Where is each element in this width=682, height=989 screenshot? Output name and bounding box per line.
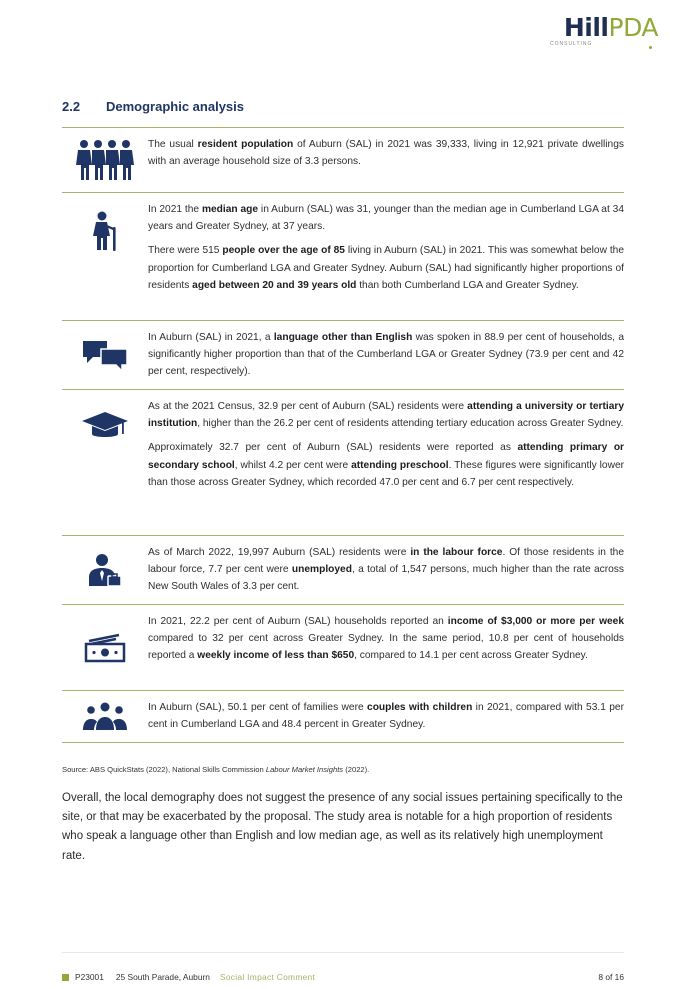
bold-text: unemployed: [291, 564, 352, 576]
bold-text: attending preschool: [351, 459, 449, 471]
footer-square-icon: [62, 974, 69, 981]
table-source-note: Source: ABS QuickStats (2022), National Skills Commission Labour Market Insights (2022).: [62, 765, 370, 774]
text-run: In Auburn (SAL) in 2021, a: [148, 332, 274, 343]
family-text: [148, 691, 624, 742]
hillpda-logo: [548, 14, 658, 50]
section-number: 2.2: [62, 99, 81, 114]
footer-doc-title: Social Impact Comment: [219, 972, 316, 982]
text-run: . Of those residents in the labour force, 7.7 per cent were: [148, 547, 624, 576]
population-text: [148, 128, 624, 192]
table-row-language: [62, 321, 624, 390]
body-paragraph: [148, 439, 624, 491]
bold-text: aged between 20 and 39 years old: [192, 279, 357, 291]
table-row-population: [62, 128, 624, 193]
text-run: In Auburn (SAL), 50.1 per cent of families were: [148, 702, 368, 713]
body-paragraph: [148, 699, 624, 733]
bold-text: attending a university or tertiary institution: [148, 401, 625, 430]
graduation-cap-icon: [62, 390, 148, 535]
text-run: The usual: [148, 139, 198, 150]
text-run: compared to 32 per cent across Greater Sydney. In the same period, 10.8 per cent of households reported a: [148, 633, 624, 662]
page-footer: [62, 972, 624, 982]
logo-wordmark: HillPDA: [563, 13, 658, 42]
age-text: [148, 193, 624, 320]
bold-text: couples with children: [367, 702, 473, 713]
text-run: . These figures were significantly lower than those across Greater Sydney, which recorded 47.0 per cent and 6.7 per cent respectively.: [148, 459, 625, 488]
education-text: [148, 390, 624, 535]
body-paragraph: [148, 398, 624, 432]
section-heading: [62, 99, 244, 114]
text-run: , whilst 4.2 per cent were: [234, 459, 352, 471]
text-run: As of March 2022, 19,997 Auburn (SAL) residents were: [148, 547, 411, 558]
footer-address: 25 South Parade, Auburn: [115, 972, 210, 982]
text-run: , higher than the 26.2 per cent of residents attending tertiary education across Greater Sydney.: [197, 418, 624, 430]
text-run: in Auburn (SAL) was 31, younger than the median age in Cumberland LGA at 34 years and Greater Sydney, at 37 years.: [148, 204, 624, 233]
worker-icon: [62, 536, 148, 604]
body-paragraph: [148, 201, 624, 235]
text-run: , a total of 1,547 persons, much higher than the rate across New South Wales of 3.3 per cent.: [148, 564, 624, 593]
income-text: [148, 605, 624, 690]
text-run: was spoken in 88.9 per cent of households, a significantly higher proportion than that of the Cumberland LGA or Greater Sydney (73.9 per cent and 42 per cent, respectively).: [148, 332, 624, 378]
body-paragraph: [148, 544, 624, 596]
table-row-income: [62, 605, 624, 691]
population-icon: [62, 128, 148, 192]
table-row-age: [62, 193, 624, 321]
text-run: Approximately 32.7 per cent of Auburn (SAL) residents were reported as: [148, 442, 518, 454]
text-run: As at the 2021 Census, 32.9 per cent of Auburn (SAL) residents were: [148, 401, 468, 412]
body-paragraph: [148, 242, 624, 294]
logo-subtitle: CONSULTING: [550, 41, 593, 47]
table-row-education: [62, 390, 624, 536]
language-text: [148, 321, 624, 389]
speech-bubbles-icon: [62, 321, 148, 389]
text-run: In 2021 the: [148, 204, 202, 215]
table-row-labour: [62, 536, 624, 605]
demographic-table: [62, 127, 624, 743]
family-icon: [62, 691, 148, 742]
summary-paragraph: Overall, the local demography does not suggest the presence of any social issues pertaining specifically to the site, or that may be exacerbated by the proposal. The study area is notable for a high proportion of residents who speak a language other than English and low median age, as well as its relatively high unemployment rate.: [62, 792, 623, 862]
bold-text: resident population: [197, 139, 294, 150]
money-icon: [62, 605, 148, 690]
bold-text: income of $3,000 or more per week: [447, 616, 624, 627]
bold-text: weekly income of less than $650: [197, 650, 355, 662]
text-run: There were 515: [148, 245, 223, 257]
body-paragraph: [148, 613, 624, 665]
body-paragraph: [148, 136, 624, 170]
bold-text: people over the age of 85: [222, 245, 345, 257]
footer-divider: [62, 952, 624, 953]
text-run: of Auburn (SAL) in 2021 was 39,333, living in 12,921 private dwellings with an average household size of 3.3 persons.: [148, 139, 624, 168]
body-paragraph: [148, 329, 624, 381]
text-run: than both Cumberland LGA and Greater Sydney.: [356, 279, 579, 291]
bold-text: in the labour force: [410, 547, 503, 558]
section-title: Demographic analysis: [106, 99, 244, 114]
bold-text: attending primary or secondary school: [148, 442, 625, 471]
footer-project-ref: P23001: [75, 972, 104, 982]
logo-dot: [649, 46, 652, 49]
bold-text: median age: [201, 204, 259, 215]
bold-text: language other than English: [273, 332, 413, 343]
labour-text: [148, 536, 624, 604]
text-run: in 2021, compared with 53.1 per cent in Cumberland LGA and 48.4 percent in Greater Sydney.: [148, 702, 624, 731]
table-row-family: [62, 691, 624, 743]
text-run: living in Auburn (SAL) in 2021. This was somewhat below the proportion for Cumberland LGA and Greater Sydney. Auburn (SAL) had significantly higher proportions of residents: [148, 245, 624, 291]
text-run: , compared to 14.1 per cent across Greater Sydney.: [354, 650, 588, 662]
text-run: In 2021, 22.2 per cent of Auburn (SAL) households reported an: [148, 616, 448, 627]
footer-page-number: 8 of 16: [598, 972, 624, 982]
elderly-person-icon: [62, 193, 148, 320]
